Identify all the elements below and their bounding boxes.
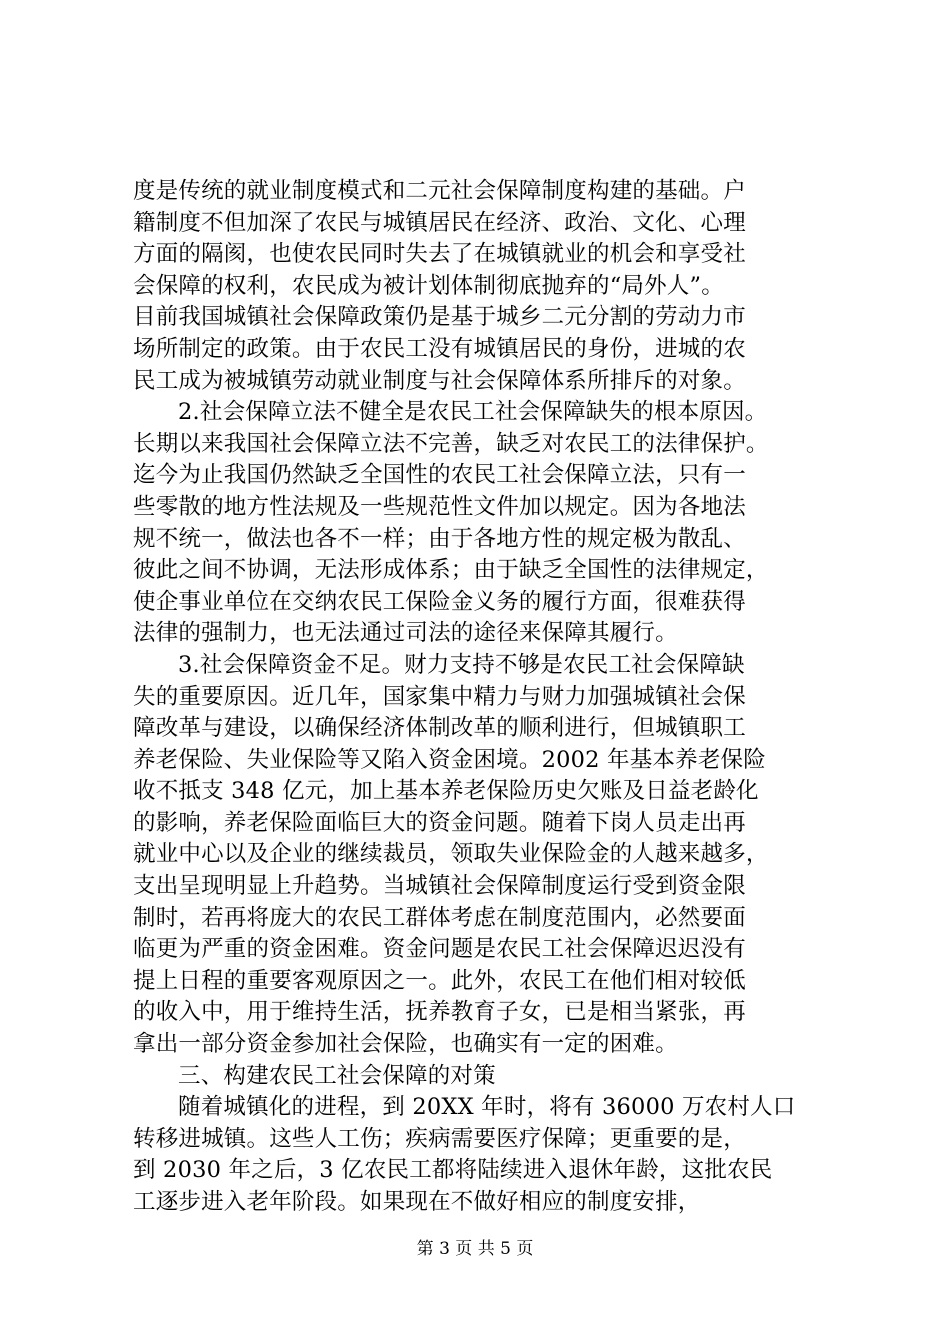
- text-line: 彼此之间不协调，无法形成体系；由于缺乏全国性的法律规定，: [133, 557, 769, 584]
- text-line: 随着城镇化的进程，到 20XX 年时，将有 36000 万农村人口: [178, 1094, 796, 1121]
- text-line: 支出呈现明显上升趋势。当城镇社会保障制度运行受到资金限: [133, 873, 746, 900]
- text-line: 规不统一，做法也各不一样；由于各地方性的规定极为散乱、: [133, 525, 746, 552]
- text-line: 法律的强制力，也无法通过司法的途径来保障其履行。: [133, 620, 678, 647]
- text-line: 障改革与建设，以确保经济体制改革的顺利进行，但城镇职工: [133, 715, 746, 742]
- text-line: 工逐步进入老年阶段。如果现在不做好相应的制度安排，: [133, 1189, 701, 1215]
- text-line: 的影响，养老保险面临巨大的资金问题。随着下岗人员走出再: [133, 809, 746, 836]
- text-line: 养老保险、失业保险等又陷入资金困境。2002 年基本养老保险: [133, 746, 766, 773]
- text-line: 民工成为被城镇劳动就业制度与社会保障体系所排斥的对象。: [133, 367, 746, 394]
- text-line: 长期以来我国社会保障立法不完善，缺乏对农民工的法律保护。: [133, 430, 769, 457]
- text-line: 目前我国城镇社会保障政策仍是基于城乡二元分割的劳动力市: [133, 304, 746, 331]
- text-line: 制时，若再将庞大的农民工群体考虑在制度范围内，必然要面: [133, 904, 746, 931]
- text-line: 失的重要原因。近几年，国家集中精力与财力加强城镇社会保: [133, 683, 746, 710]
- text-line: 收不抵支 348 亿元，加上基本养老保险历史欠账及日益老龄化: [133, 778, 759, 805]
- text-line: 提上日程的重要客观原因之一。此外，农民工在他们相对较低: [133, 967, 746, 994]
- text-line: 3.社会保障资金不足。财力支持不够是农民工社会保障缺: [178, 651, 745, 678]
- text-line: 转移进城镇。这些人工伤；疾病需要医疗保障；更重要的是，: [133, 1125, 746, 1152]
- text-line: 籍制度不但加深了农民与城镇居民在经济、政治、文化、心理: [133, 209, 746, 236]
- text-line: 就业中心以及企业的继续裁员，领取失业保险金的人越来越多，: [133, 841, 769, 868]
- text-line: 会保障的权利，农民成为被计划体制彻底抛弃的“局外人”。: [133, 272, 724, 299]
- text-line: 场所制定的政策。由于农民工没有城镇居民的身份，进城的农: [133, 335, 746, 362]
- text-line: 度是传统的就业制度模式和二元社会保障制度构建的基础。户: [133, 178, 746, 204]
- text-line: 些零散的地方性法规及一些规范性文件加以规定。因为各地法: [133, 493, 746, 520]
- text-line: 迄今为止我国仍然缺乏全国性的农民工社会保障立法，只有一: [133, 462, 746, 489]
- text-line: 的收入中，用于维持生活，抚养教育子女，已是相当紧张，再: [133, 999, 746, 1026]
- text-line: 拿出一部分资金参加社会保险，也确实有一定的困难。: [133, 1031, 678, 1058]
- text-line: 使企事业单位在交纳农民工保险金义务的履行方面，很难获得: [133, 588, 746, 615]
- text-line: 2.社会保障立法不健全是农民工社会保障缺失的根本原因。: [178, 399, 768, 426]
- text-line: 方面的隔阂，也使农民同时失去了在城镇就业的机会和享受社: [133, 241, 746, 268]
- text-line: 到 2030 年之后，3 亿农民工都将陆续进入退休年龄，这批农民: [133, 1157, 773, 1184]
- page-footer: 第 3 页 共 5 页: [416, 1239, 534, 1259]
- text-line: 临更为严重的资金困难。资金问题是农民工社会保障迟迟没有: [133, 936, 746, 963]
- body-text: [133, 176, 833, 1219]
- section-heading: 三、构建农民工社会保障的对策: [178, 1062, 496, 1089]
